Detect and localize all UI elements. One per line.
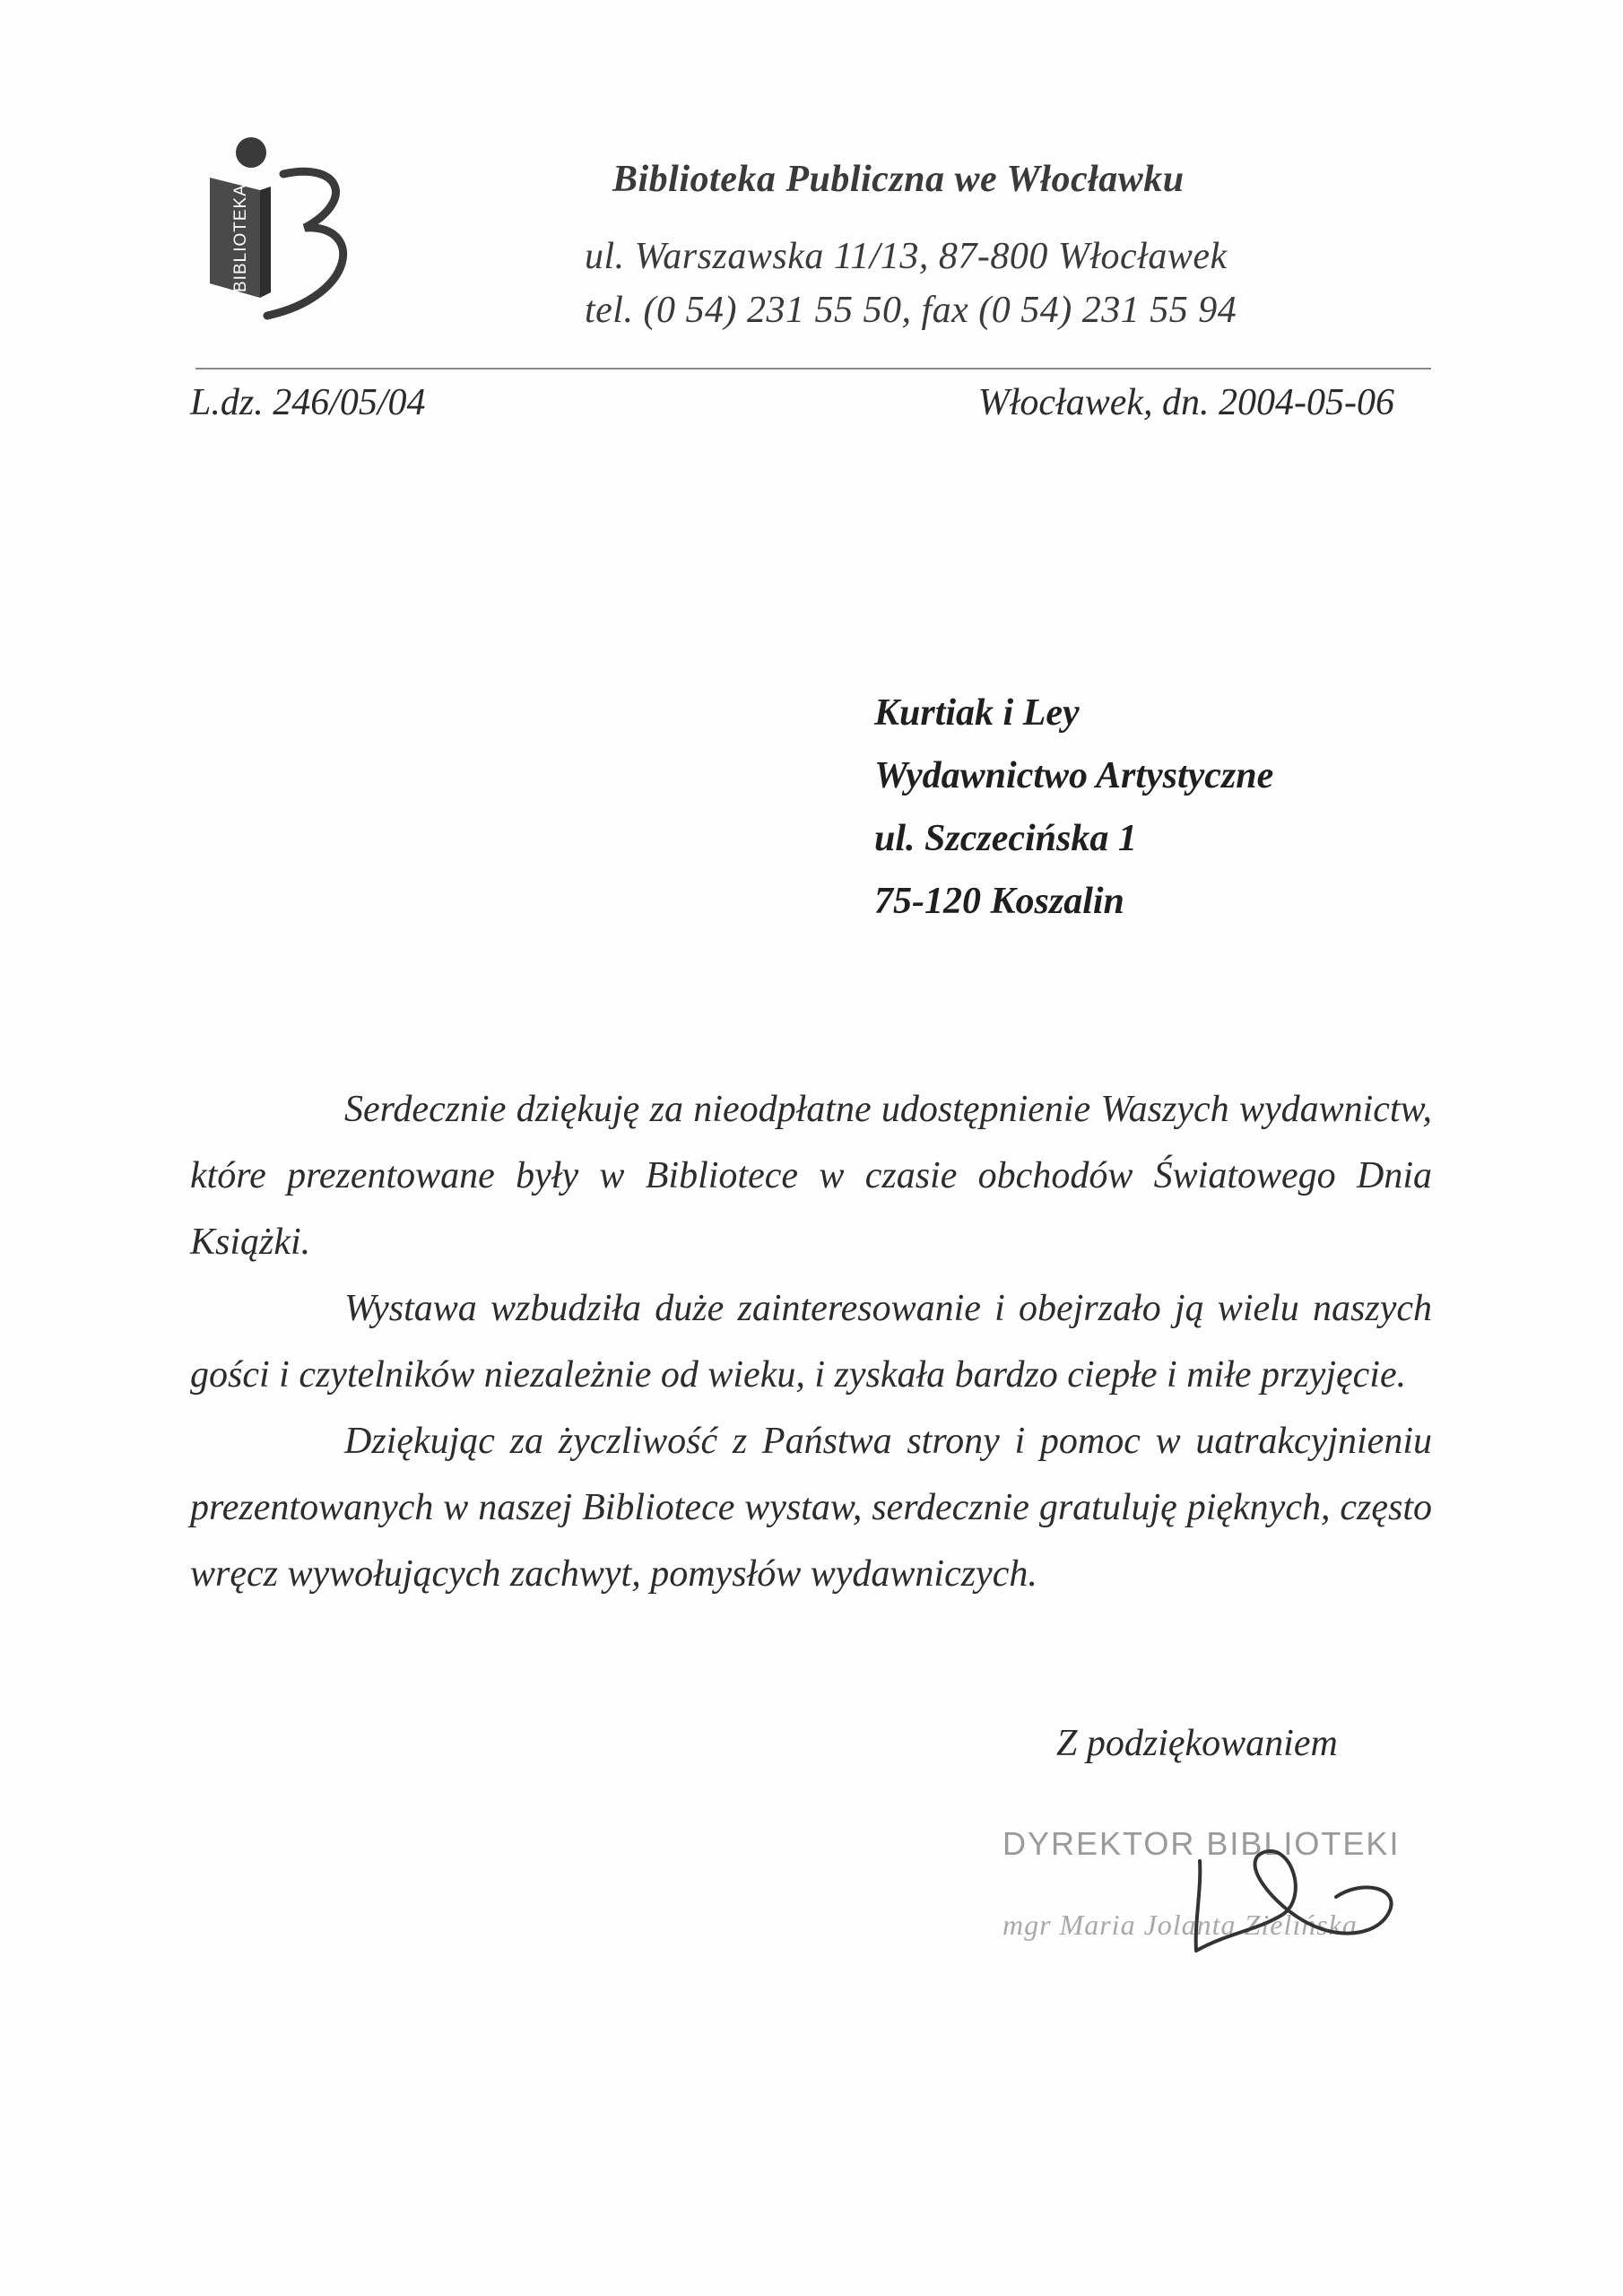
letterhead-divider — [195, 368, 1431, 370]
stamp-name: mgr Maria Jolanta Zielińska — [1002, 1909, 1358, 1941]
body-paragraph: Wystawa wzbudziła duże zainteresowanie i obejrzało ją wielu naszych gości i czytelników niezależnie od wieku, i zyskała bardzo ciepłe i miłe przyjęcie. — [190, 1288, 1432, 1396]
letter-body — [190, 1076, 1432, 1607]
recipient-city: 75-120 Koszalin — [874, 881, 1124, 922]
recipient-street: ul. Szczecińska 1 — [874, 818, 1137, 859]
institution-name: Biblioteka Publiczna we Włocławku — [612, 159, 1185, 200]
body-paragraph: Serdecznie dziękuję za nieodpłatne udostępnienie Waszych wydawnictw, które prezentowane były w Bibliotece w czasie obchodów Światowego Dnia Książki. — [190, 1089, 1432, 1263]
institution-address: ul. Warszawska 11/13, 87-800 Włocławek — [585, 236, 1228, 277]
reference-number: L.dz. 246/05/04 — [190, 382, 426, 423]
closing-salutation: Z podziękowaniem — [1056, 1723, 1338, 1764]
library-logo — [204, 135, 357, 327]
place-and-date: Włocławek, dn. 2004-05-06 — [977, 382, 1394, 423]
body-paragraph: Dziękując za życzliwość z Państwa strony i pomoc w uatrakcyjnieniu prezentowanych w naszej Bibliotece wystaw, serdecznie gratuluję pięknych, często wręcz wywołujących zachwyt, pomysłów wydawniczych. — [190, 1421, 1432, 1595]
logo-lettering: BIBLIOTEKA — [231, 184, 250, 292]
recipient-block — [874, 682, 1273, 933]
recipient-name: Kurtiak i Ley — [874, 692, 1080, 734]
handwritten-signature — [1175, 1825, 1408, 1960]
institution-contact: tel. (0 54) 231 55 50, fax (0 54) 231 55 94 — [585, 290, 1237, 331]
stamp-title: DYREKTOR BIBLIOTEKI — [1002, 1825, 1401, 1862]
recipient-company: Wydawnictwo Artystyczne — [874, 755, 1274, 796]
